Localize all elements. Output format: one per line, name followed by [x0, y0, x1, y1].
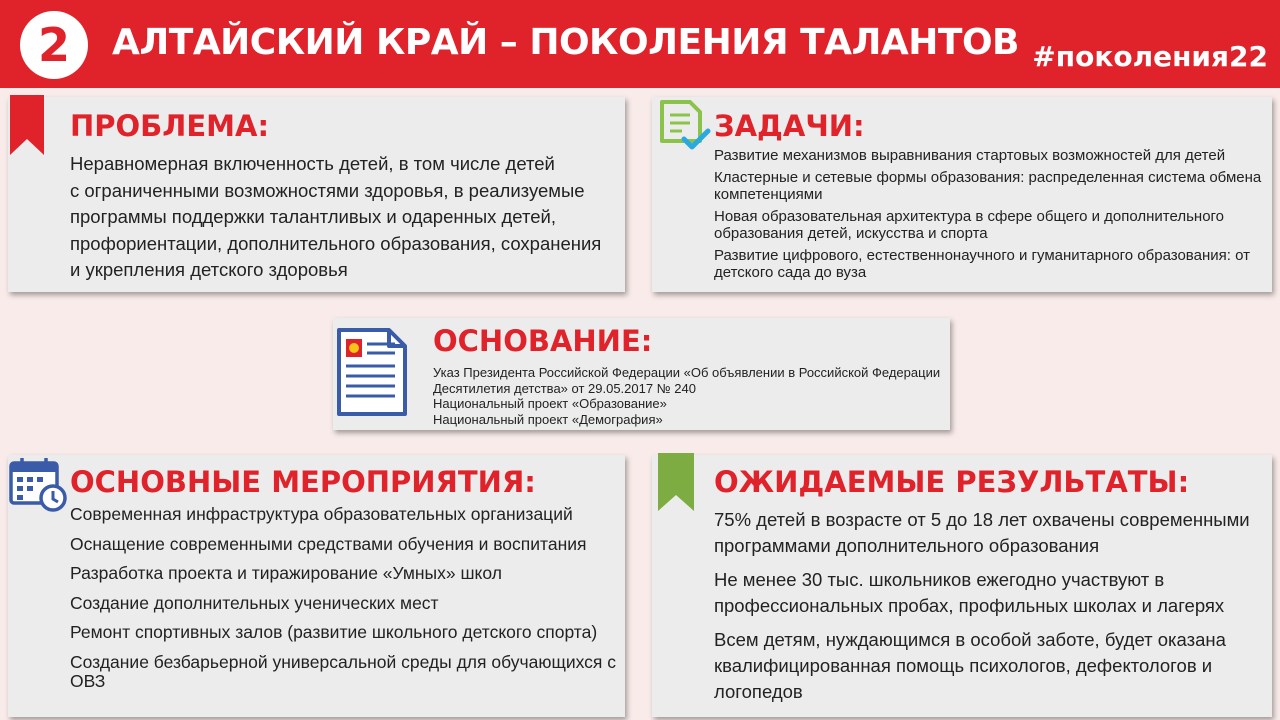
basis-card — [333, 318, 950, 430]
list-item: 75% детей в возрасте от 5 до 18 лет охвачены современными программами дополнительного образования — [714, 509, 1250, 556]
problem-line: программы поддержки талантливых и одаренных детей, — [70, 206, 557, 227]
problem-text — [70, 151, 620, 284]
list-item: Развитие механизмов выравнивания стартовых возможностей для детей — [714, 147, 1226, 164]
red-bookmark-icon — [10, 95, 44, 155]
list-item: Оснащение современными средствами обучения и воспитания — [70, 533, 587, 554]
header-bar — [0, 0, 1280, 88]
events-title: ОСНОВНЫЕ МЕРОПРИЯТИЯ: — [70, 465, 536, 499]
results-card — [652, 455, 1272, 717]
list-item: Всем детям, нуждающимся в особой заботе, будет оказана квалифицированная помощь психологов, дефектологов и логопедов — [714, 629, 1226, 702]
tasks-card — [652, 97, 1272, 292]
list-item: Ремонт спортивных залов (развитие школьного детского спорта) — [70, 622, 598, 642]
problem-line: Неравномерная включенность детей, в том числе детей — [70, 153, 555, 174]
basis-list — [433, 365, 953, 427]
list-item: Современная инфраструктура образовательных организаций — [70, 504, 573, 524]
page-title: АЛТАЙСКИЙ КРАЙ – ПОКОЛЕНИЯ ТАЛАНТОВ — [112, 22, 1019, 63]
events-list — [70, 505, 620, 701]
problem-card — [8, 97, 625, 292]
official-document-icon — [335, 326, 409, 418]
list-item: Новая образовательная архитектура в сфере общего и дополнительного образования детей, искусства и спорта — [714, 207, 1225, 242]
slide-number-badge: 2 — [20, 11, 88, 79]
green-bookmark-icon — [658, 453, 694, 511]
tasks-title: ЗАДАЧИ: — [714, 109, 865, 143]
problem-line: с ограниченными возможностями здоровья, в реализуемые — [70, 179, 585, 201]
problem-line: профориентации, дополнительного образования, сохранения — [70, 232, 602, 254]
events-card — [8, 455, 625, 717]
list-item: Национальный проект «Образование» — [433, 396, 667, 411]
results-title: ОЖИДАЕМЫЕ РЕЗУЛЬТАТЫ: — [714, 465, 1190, 499]
list-item: Развитие цифрового, естественнонаучного и гуманитарного образования: от детского сада до вуза — [714, 246, 1250, 281]
list-item: Национальный проект «Демография» — [433, 411, 663, 427]
list-item: Разработка проекта и тиражирование «Умных» школ — [70, 563, 502, 583]
calendar-clock-icon — [8, 455, 68, 513]
list-item: Указ Президента Российской Федерации «Об объявлении в Российской Федерации Десятилетия детства» от 29.05.2017 № 240 — [433, 365, 941, 396]
list-item: Кластерные и сетевые формы образования: распределенная система обмена компетенциями — [714, 168, 1262, 203]
problem-line: и укрепления детского здоровья — [70, 259, 348, 280]
basis-title: ОСНОВАНИЕ: — [433, 324, 653, 358]
list-item: Не менее 30 тыс. школьников ежегодно участвуют в профессиональных пробах, профильных школах и лагерях — [714, 569, 1225, 616]
hashtag: #поколения22 — [1032, 40, 1268, 73]
list-item: Создание дополнительных ученических мест — [70, 592, 439, 613]
problem-title: ПРОБЛЕМА: — [70, 109, 270, 143]
tasks-list — [714, 147, 1274, 286]
checklist-icon — [656, 99, 712, 155]
results-list — [714, 507, 1274, 713]
list-item: Создание безбарьерной универсальной среды для обучающихся с ОВЗ — [70, 651, 617, 691]
